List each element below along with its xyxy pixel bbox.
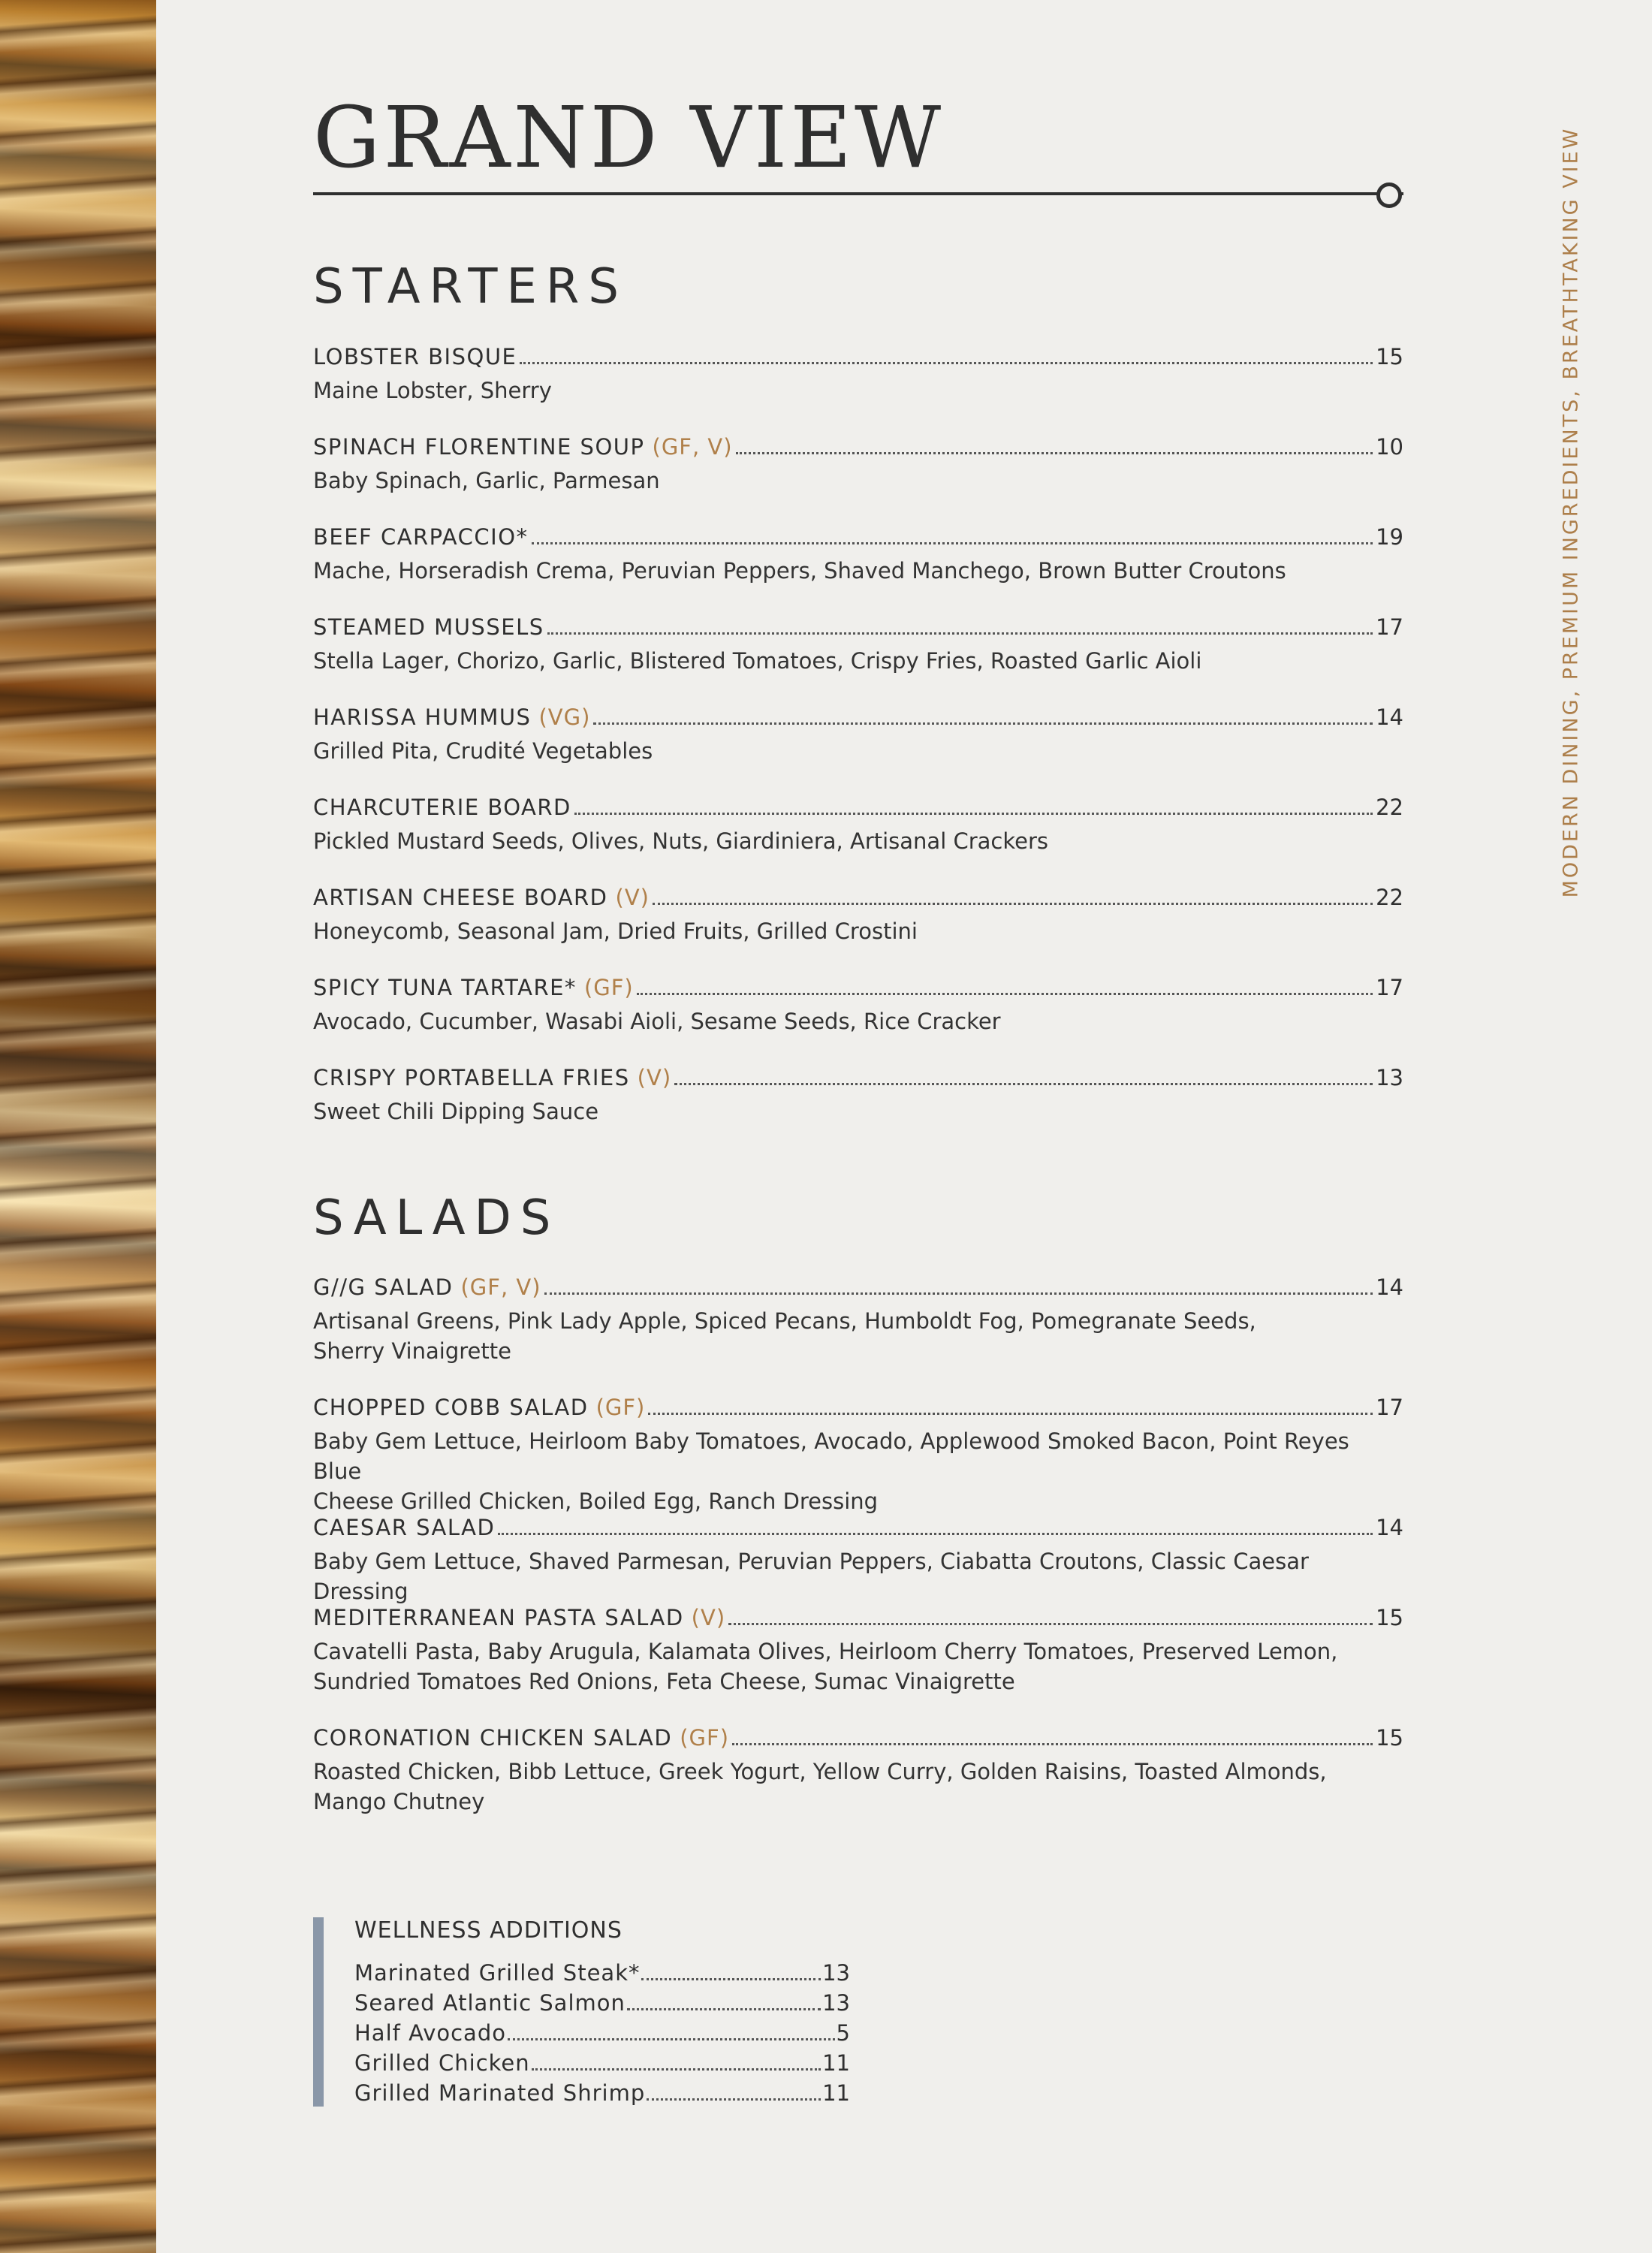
- wellness-item-name: Grilled Chicken: [354, 2050, 530, 2076]
- item-description: Baby Spinach, Garlic, Parmesan: [313, 468, 660, 493]
- item-price: 15: [1376, 1605, 1403, 1630]
- item-dietary-tag: (GF, V): [460, 1274, 541, 1300]
- item-dietary-tag: (V): [615, 885, 650, 910]
- item-dietary-tag: (GF): [595, 1395, 646, 1420]
- menu-item: [313, 1395, 1403, 1516]
- dot-leader: [498, 1533, 1373, 1535]
- wellness-item-price: 5: [836, 2020, 850, 2046]
- dot-leader: [520, 362, 1373, 364]
- dot-leader: [674, 1083, 1373, 1085]
- item-description: Baby Gem Lettuce, Heirloom Baby Tomatoes, Avocado, Applewood Smoked Bacon, Point Reyes Blue Cheese Grilled Chicken, Boiled Egg, Ranch Dressing: [313, 1428, 1349, 1514]
- item-name: HARISSA HUMMUS: [313, 704, 532, 730]
- item-description: Artisanal Greens, Pink Lady Apple, Spiced Pecans, Humboldt Fog, Pomegranate Seeds, Sherry Vinaigrette: [313, 1308, 1256, 1364]
- wellness-item-name: Grilled Marinated Shrimp: [354, 2080, 646, 2106]
- wellness-title: WELLNESS ADDITIONS: [354, 1917, 623, 1944]
- item-name: CAESAR SALAD: [313, 1515, 496, 1540]
- item-name: CORONATION CHICKEN SALAD: [313, 1725, 673, 1751]
- wellness-additions-box: [313, 1917, 914, 2107]
- item-dietary-tag: (GF): [680, 1725, 730, 1751]
- menu-item: [313, 975, 1403, 1036]
- dot-leader: [653, 903, 1373, 905]
- wellness-item: [354, 2050, 850, 2080]
- item-price: 22: [1376, 885, 1403, 910]
- dot-leader: [641, 1978, 821, 1980]
- item-name: G//G SALAD: [313, 1274, 454, 1300]
- item-dietary-tag: (V): [637, 1065, 672, 1090]
- item-dietary-tag: (GF): [583, 975, 634, 1000]
- menu-item: [313, 524, 1403, 586]
- item-description: Stella Lager, Chorizo, Garlic, Blistered Tomatoes, Crispy Fries, Roasted Garlic Aioli: [313, 648, 1202, 674]
- wellness-item: [354, 1960, 850, 1990]
- wellness-item: [354, 2080, 850, 2110]
- item-dietary-tag: (V): [691, 1605, 726, 1630]
- dot-leader: [508, 2038, 835, 2040]
- item-description: Honeycomb, Seasonal Jam, Dried Fruits, Grilled Crostini: [313, 918, 918, 944]
- wellness-item-name: Seared Atlantic Salmon: [354, 1990, 626, 2016]
- wellness-item: [354, 1990, 850, 2020]
- item-price: 14: [1376, 1274, 1403, 1300]
- marble-border-image: [0, 0, 156, 2253]
- menu-item: [313, 434, 1403, 496]
- item-price: 17: [1376, 975, 1403, 1000]
- item-dietary-tag: (GF, V): [652, 434, 733, 460]
- dot-leader: [648, 1413, 1373, 1415]
- wellness-item-name: Marinated Grilled Steak*: [354, 1960, 641, 1986]
- wellness-accent-bar: [313, 1917, 324, 2107]
- item-price: 19: [1376, 524, 1403, 550]
- section-title-salads: SALADS: [313, 1190, 560, 1246]
- item-name: BEEF CARPACCIO*: [313, 524, 529, 550]
- item-price: 14: [1376, 704, 1403, 730]
- item-description: Cavatelli Pasta, Baby Arugula, Kalamata Olives, Heirloom Cherry Tomatoes, Preserved Lemon, Sundried Tomatoes Red Onions, Feta Cheese, Sumac Vinaigrette: [313, 1639, 1338, 1694]
- wellness-item-price: 11: [822, 2080, 850, 2106]
- item-price: 15: [1376, 1725, 1403, 1751]
- dot-leader: [532, 542, 1373, 544]
- menu-item: [313, 1605, 1403, 1697]
- wellness-item-price: 13: [822, 1960, 850, 1986]
- dot-leader: [627, 2008, 821, 2010]
- vertical-tagline: MODERN DINING, PREMIUM INGREDIENTS, BREATHTAKING VIEW: [1559, 126, 1583, 898]
- item-description: Grilled Pita, Crudité Vegetables: [313, 738, 653, 764]
- dot-leader: [728, 1623, 1373, 1625]
- title-underline: [313, 192, 1403, 195]
- wellness-item-name: Half Avocado: [354, 2020, 506, 2046]
- menu-item: [313, 704, 1403, 766]
- dot-leader: [574, 813, 1373, 815]
- dot-leader: [637, 993, 1373, 995]
- item-name: CHARCUTERIE BOARD: [313, 795, 571, 820]
- menu-item: [313, 1725, 1403, 1817]
- item-description: Avocado, Cucumber, Wasabi Aioli, Sesame Seeds, Rice Cracker: [313, 1009, 1001, 1034]
- item-name: STEAMED MUSSELS: [313, 614, 544, 640]
- dot-leader: [547, 632, 1373, 635]
- item-price: 17: [1376, 614, 1403, 640]
- item-description: Maine Lobster, Sherry: [313, 378, 552, 403]
- dot-leader: [736, 452, 1373, 454]
- dot-leader: [544, 1292, 1373, 1295]
- dot-leader: [593, 722, 1373, 725]
- dot-leader: [532, 2068, 821, 2071]
- item-name: SPINACH FLORENTINE SOUP: [313, 434, 645, 460]
- section-title-starters: STARTERS: [313, 259, 628, 315]
- menu-item: [313, 795, 1403, 856]
- dot-leader: [732, 1743, 1373, 1745]
- item-description: Mache, Horseradish Crema, Peruvian Peppers, Shaved Manchego, Brown Butter Croutons: [313, 558, 1286, 584]
- item-price: 15: [1376, 344, 1403, 369]
- menu-item: [313, 1515, 1403, 1606]
- item-description: Pickled Mustard Seeds, Olives, Nuts, Giardiniera, Artisanal Crackers: [313, 828, 1048, 854]
- menu-item: [313, 1065, 1403, 1126]
- dot-leader: [647, 2098, 821, 2101]
- item-name: CHOPPED COBB SALAD: [313, 1395, 589, 1420]
- wellness-item-price: 11: [822, 2050, 850, 2076]
- item-price: 17: [1376, 1395, 1403, 1420]
- item-dietary-tag: (VG): [538, 704, 591, 730]
- item-name: LOBSTER BISQUE: [313, 344, 517, 369]
- item-name: SPICY TUNA TARTARE*: [313, 975, 577, 1000]
- item-name: CRISPY PORTABELLA FRIES: [313, 1065, 630, 1090]
- menu-item: [313, 885, 1403, 946]
- item-price: 13: [1376, 1065, 1403, 1090]
- menu-item: [313, 614, 1403, 676]
- restaurant-title: GRAND VIEW: [313, 89, 945, 187]
- item-price: 14: [1376, 1515, 1403, 1540]
- menu-item: [313, 1274, 1403, 1366]
- item-description: Sweet Chili Dipping Sauce: [313, 1099, 599, 1124]
- item-price: 10: [1376, 434, 1403, 460]
- item-name: MEDITERRANEAN PASTA SALAD: [313, 1605, 684, 1630]
- item-description: Roasted Chicken, Bibb Lettuce, Greek Yogurt, Yellow Curry, Golden Raisins, Toasted Almonds, Mango Chutney: [313, 1759, 1327, 1814]
- wellness-item: [354, 2020, 850, 2050]
- title-rule-end-circle: [1376, 182, 1402, 208]
- item-name: ARTISAN CHEESE BOARD: [313, 885, 608, 910]
- item-price: 22: [1376, 795, 1403, 820]
- wellness-item-price: 13: [822, 1990, 850, 2016]
- item-description: Baby Gem Lettuce, Shaved Parmesan, Peruvian Peppers, Ciabatta Croutons, Classic Caesar Dressing: [313, 1549, 1309, 1604]
- menu-item: [313, 344, 1403, 406]
